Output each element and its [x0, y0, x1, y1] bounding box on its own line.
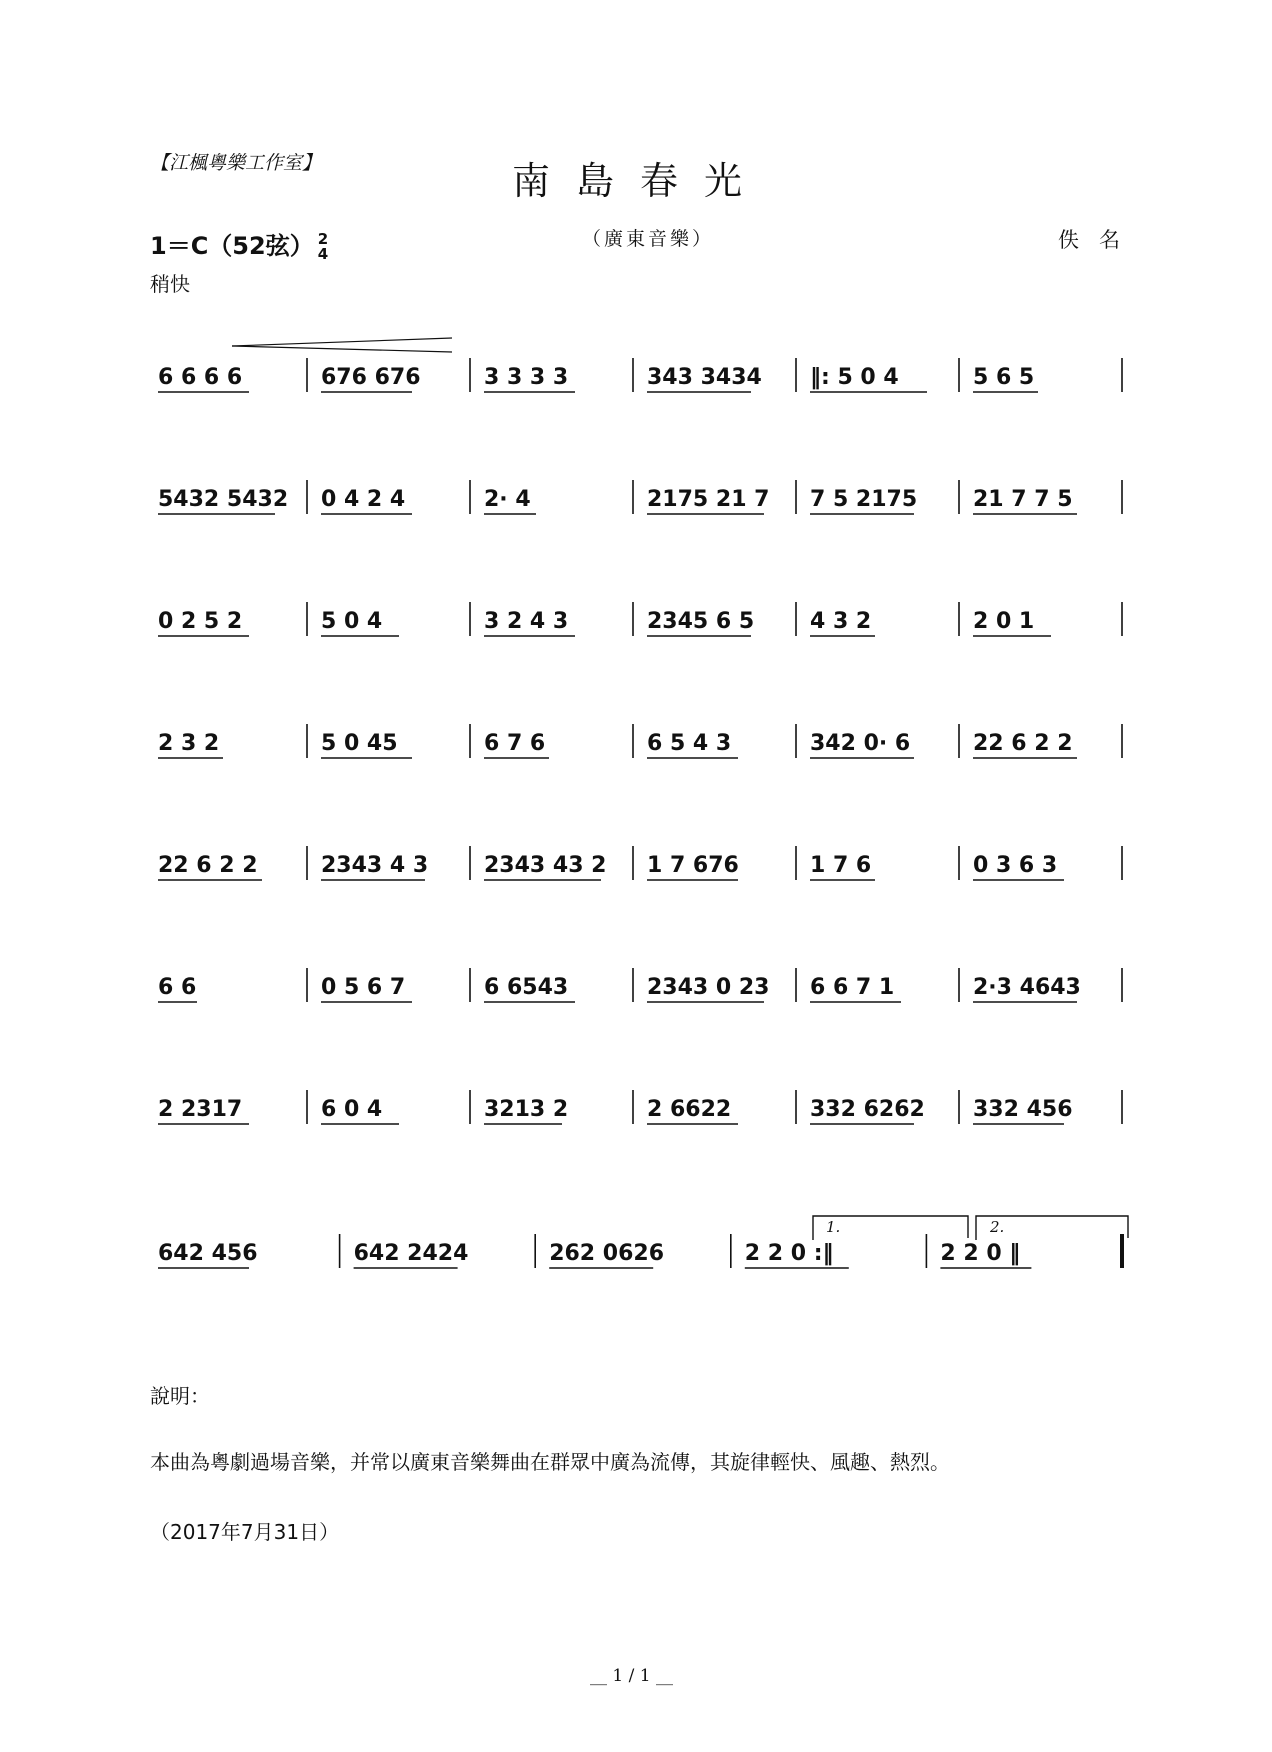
composer-label: 佚名	[1058, 228, 1140, 252]
crescendo-mark	[232, 338, 452, 352]
measure-6-6: 2·3 4643	[973, 975, 1081, 1000]
notes-date: （2017年7月31日）	[150, 1520, 340, 1544]
key-label: 1＝C（52弦）	[150, 232, 314, 260]
measure-8-5: 2 2 0 ‖	[940, 1241, 1021, 1266]
volta-second: 2.	[990, 1218, 1005, 1236]
time-top: 2	[317, 230, 329, 248]
measure-8-2: 642 2424	[353, 1241, 469, 1266]
measure-7-2: 6 0 4	[321, 1097, 383, 1122]
measure-3-4: 2345 6 5	[647, 609, 755, 634]
measure-1-5: ‖: 5 0 4	[810, 365, 899, 390]
measure-7-4: 2 6622	[647, 1097, 732, 1122]
measure-1-1: 6 6 6 6	[158, 365, 243, 390]
measure-5-2: 2343 4 3	[321, 853, 429, 878]
measure-4-1: 2 3 2	[158, 731, 220, 756]
page-number: __ 1 / 1 __	[590, 1666, 673, 1686]
measure-1-2: 676 676	[321, 365, 421, 390]
measure-2-4: 2175 21 7	[647, 487, 770, 512]
measure-3-5: 4 3 2	[810, 609, 872, 634]
measure-4-4: 6 5 4 3	[647, 731, 732, 756]
measure-6-1: 6 6	[158, 975, 197, 1000]
measure-6-5: 6 6 7 1	[810, 975, 895, 1000]
measure-3-6: 2 0 1	[973, 609, 1035, 634]
measure-3-1: 0 2 5 2	[158, 609, 243, 634]
time-bottom: 4	[317, 245, 329, 263]
measure-1-4: 343 3434	[647, 365, 762, 390]
measure-6-4: 2343 0 23	[647, 975, 770, 1000]
measure-5-1: 22 6 2 2	[158, 853, 258, 878]
measure-8-4: 2 2 0 :‖	[744, 1241, 834, 1266]
measure-7-6: 332 456	[973, 1097, 1073, 1122]
volta-brackets	[813, 1216, 1128, 1240]
notes-heading: 說明：	[150, 1384, 210, 1408]
studio-name: 【江楓粵樂工作室】	[150, 152, 322, 174]
measure-1-6: 5 6 5	[973, 365, 1035, 390]
measure-2-3: 2· 4	[484, 487, 531, 512]
tempo-marking: 稍快	[150, 272, 190, 296]
measure-4-6: 22 6 2 2	[973, 731, 1073, 756]
measure-6-3: 6 6543	[484, 975, 569, 1000]
measure-3-3: 3 2 4 3	[484, 609, 569, 634]
measure-4-2: 5 0 45	[321, 731, 398, 756]
measure-1-3: 3 3 3 3	[484, 365, 569, 390]
measure-8-1: 642 456	[158, 1241, 258, 1266]
measure-2-1: 5432 5432	[158, 487, 289, 512]
measure-4-3: 6 7 6	[484, 731, 546, 756]
volta-first: 1.	[826, 1218, 841, 1236]
measure-5-5: 1 7 6	[810, 853, 872, 878]
measure-7-3: 3213 2	[484, 1097, 569, 1122]
measure-5-3: 2343 43 2	[484, 853, 607, 878]
measure-2-5: 7 5 2175	[810, 487, 918, 512]
measure-5-6: 0 3 6 3	[973, 853, 1058, 878]
measure-4-5: 342 0· 6	[810, 731, 911, 756]
notes-body: 本曲為粵劇過場音樂，并常以廣東音樂舞曲在群眾中廣為流傳，其旋律輕快、風趣、熱烈。	[150, 1450, 950, 1474]
piece-title: 南島春光	[512, 159, 769, 203]
measure-7-5: 332 6262	[810, 1097, 925, 1122]
measure-6-2: 0 5 6 7	[321, 975, 406, 1000]
measure-7-1: 2 2317	[158, 1097, 243, 1122]
measure-8-3: 262 0626	[549, 1241, 665, 1266]
genre-label: （廣東音樂）	[582, 228, 715, 250]
measure-2-6: 21 7 7 5	[973, 487, 1073, 512]
measure-3-2: 5 0 4	[321, 609, 383, 634]
measure-5-4: 1 7 676	[647, 853, 739, 878]
measure-2-2: 0 4 2 4	[321, 487, 406, 512]
